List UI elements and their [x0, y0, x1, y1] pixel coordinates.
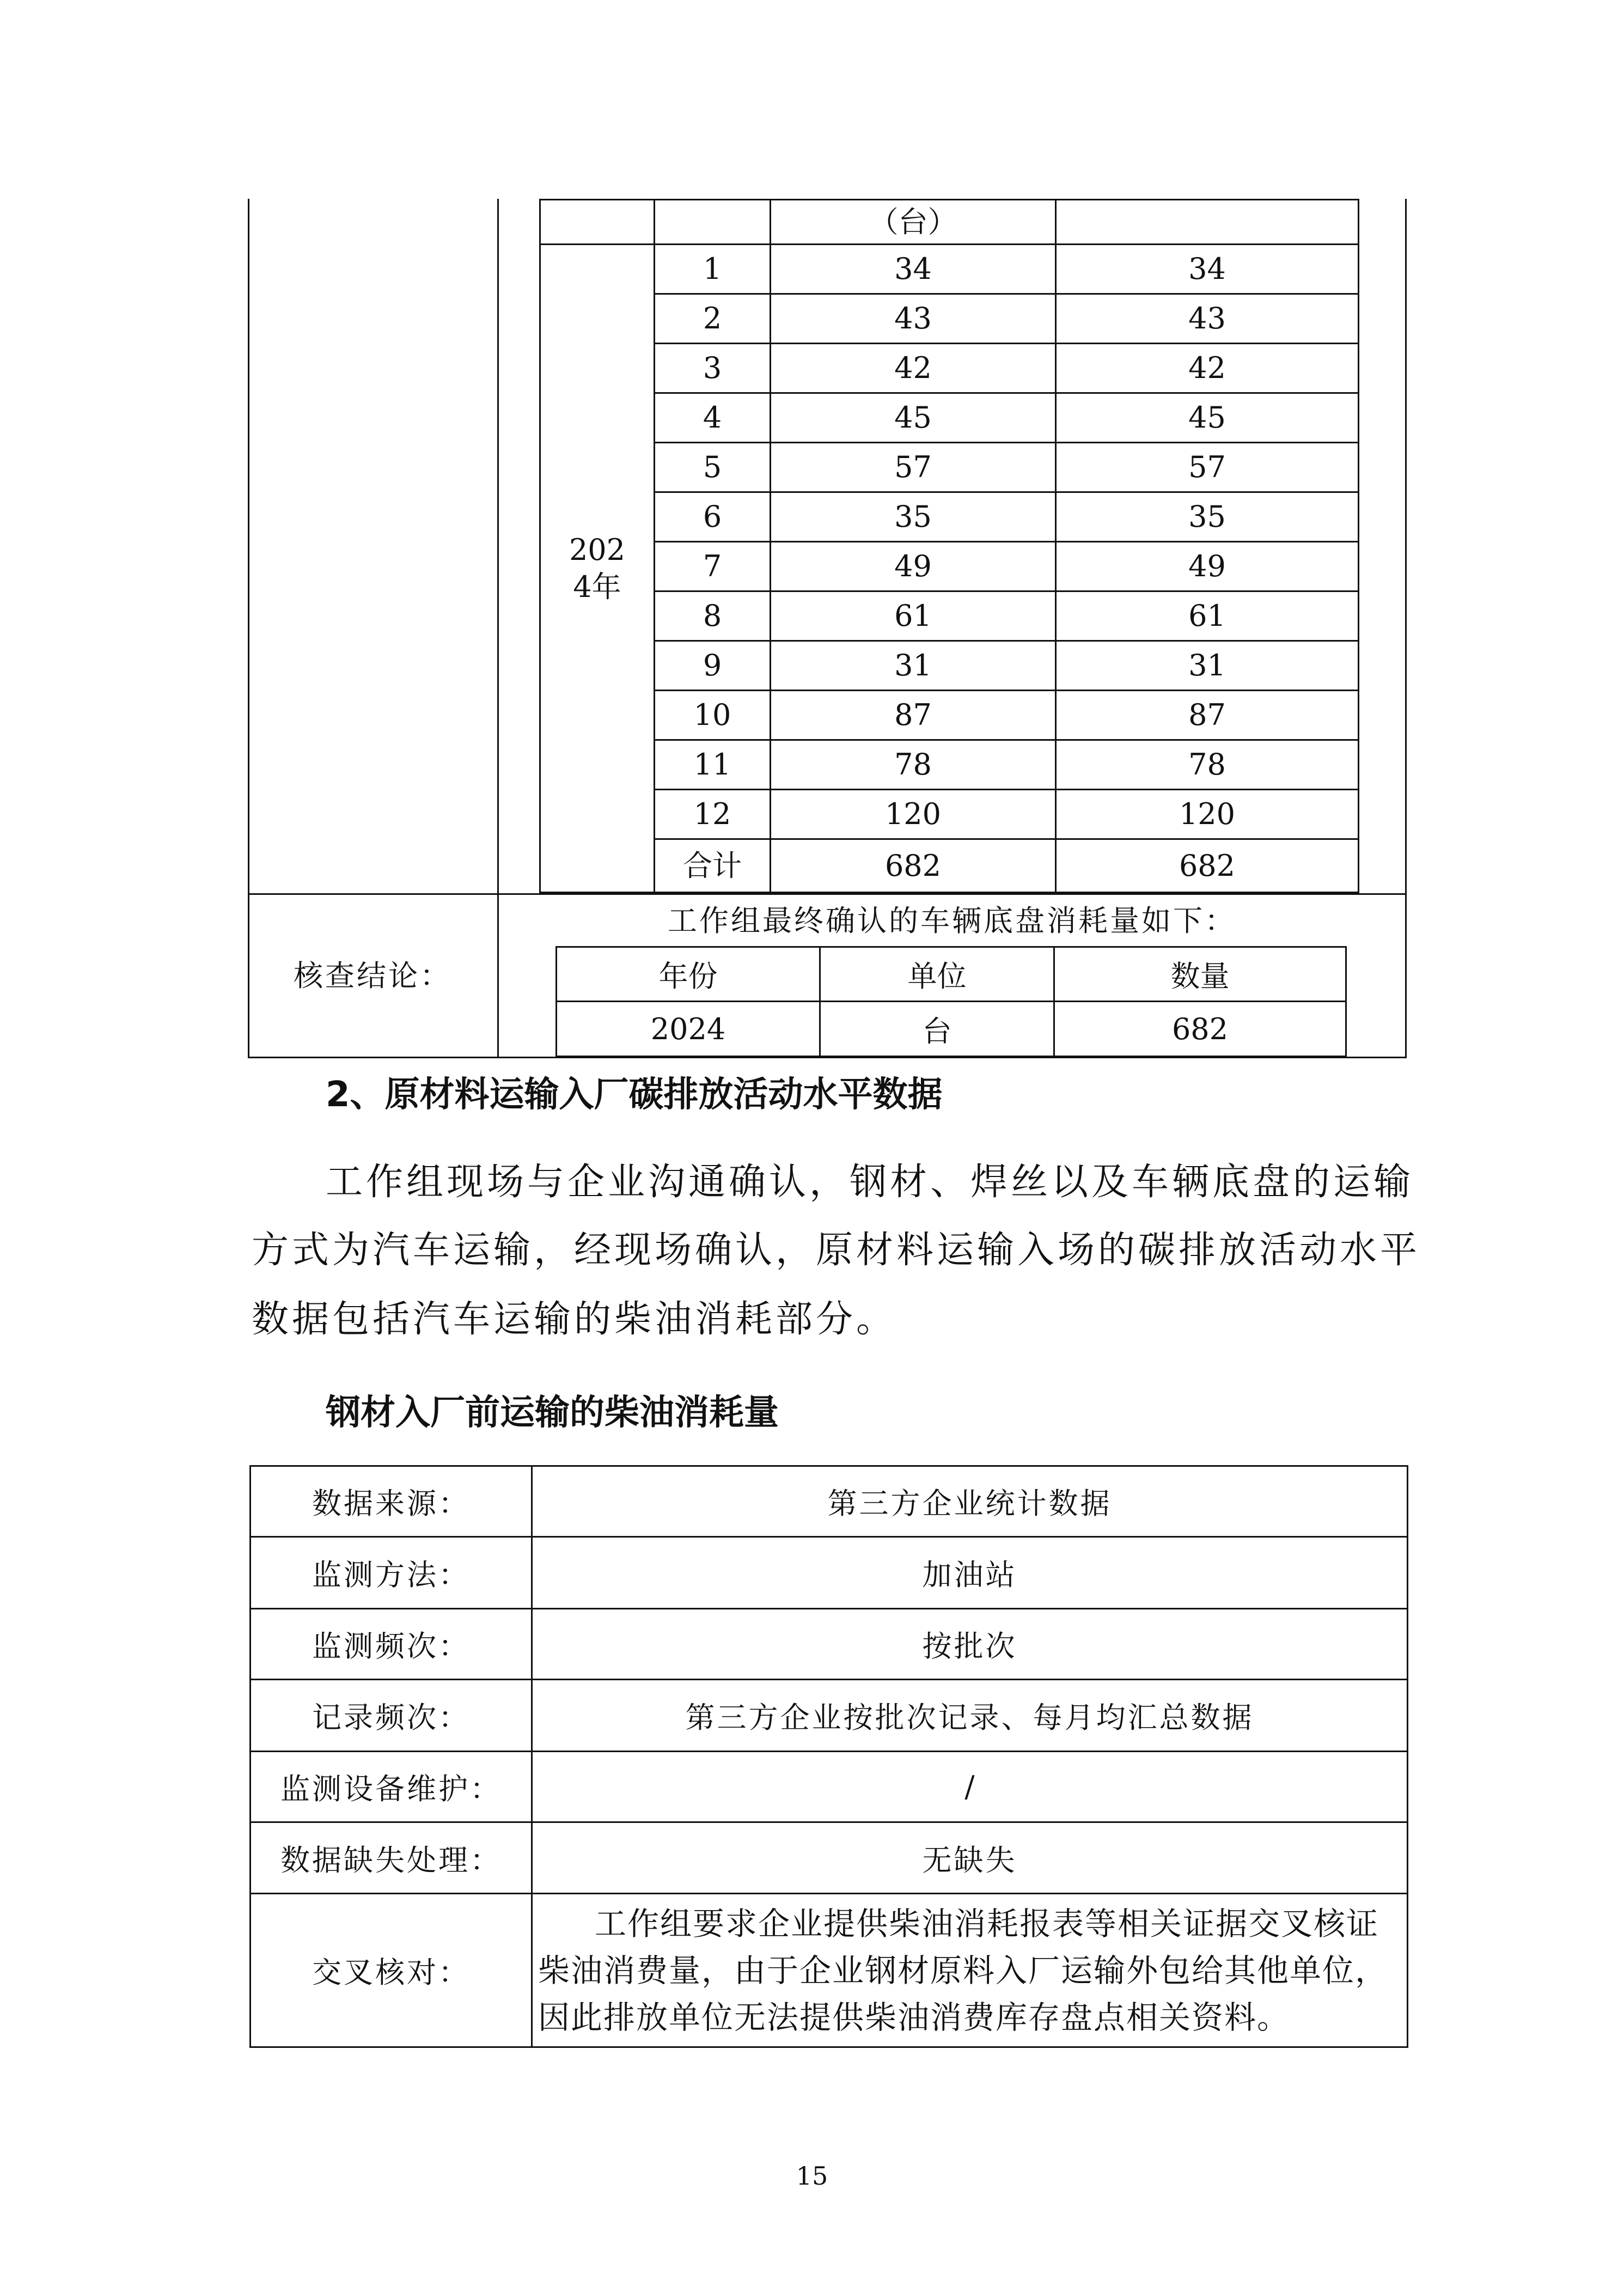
value-b-cell: 87 — [1057, 691, 1358, 741]
value-b-cell: 45 — [1057, 394, 1358, 443]
summary-value-year: 2024 — [557, 1002, 820, 1057]
cross-check-line-2: 柴油消费量，由于企业钢材原料入厂运输外包给其他单位， — [538, 1952, 1388, 1989]
year-cell: 2024年 — [541, 245, 655, 893]
value-a-cell: 35 — [771, 493, 1057, 542]
total-a-cell: 682 — [771, 840, 1057, 893]
summary-header-unit: 单位 — [820, 947, 1054, 1002]
nested-header-cell-empty — [655, 199, 771, 245]
value-a-cell: 57 — [771, 443, 1057, 493]
value-a-cell: 120 — [771, 790, 1057, 840]
month-cell: 9 — [655, 642, 771, 691]
value-a-cell: 34 — [771, 245, 1057, 295]
month-cell: 6 — [655, 493, 771, 542]
page-number: 15 — [796, 2161, 828, 2191]
row-value-data-source: 第三方企业统计数据 — [532, 1466, 1408, 1537]
value-b-cell: 61 — [1057, 592, 1358, 642]
month-cell: 2 — [655, 295, 771, 344]
row-label-equipment-maintenance: 监测设备维护： — [251, 1752, 532, 1822]
month-cell: 3 — [655, 344, 771, 394]
value-b-cell: 57 — [1057, 443, 1358, 493]
row-value-missing-data: 无缺失 — [532, 1822, 1408, 1894]
month-cell: 1 — [655, 245, 771, 295]
cross-check-line-1: 工作组要求企业提供柴油消耗报表等相关证据交叉核证 — [595, 1905, 1379, 1942]
value-a-cell: 49 — [771, 542, 1057, 592]
table1-inner-right-line — [1358, 199, 1359, 893]
value-b-cell: 49 — [1057, 542, 1358, 592]
cross-check-line-3: 因此排放单位无法提供柴油消费库存盘点相关资料。 — [538, 1998, 1290, 2036]
month-cell: 11 — [655, 741, 771, 790]
value-a-cell: 45 — [771, 394, 1057, 443]
month-cell: 12 — [655, 790, 771, 840]
value-b-cell: 34 — [1057, 245, 1358, 295]
row-value-monitoring-method: 加油站 — [532, 1537, 1408, 1609]
row-label-data-source: 数据来源： — [251, 1466, 532, 1537]
value-b-cell: 78 — [1057, 741, 1358, 790]
paragraph-line-1: 工作组现场与企业沟通确认，钢材、焊丝以及车辆底盘的运输 — [326, 1161, 1414, 1204]
row-label-recording-frequency: 记录频次： — [251, 1680, 532, 1752]
total-b-cell: 682 — [1057, 840, 1358, 893]
value-a-cell: 78 — [771, 741, 1057, 790]
subheading: 钢材入厂前运输的柴油消耗量 — [326, 1393, 779, 1433]
value-a-cell: 43 — [771, 295, 1057, 344]
month-cell: 7 — [655, 542, 771, 592]
nested-header-cell-empty — [1057, 199, 1358, 245]
summary-value-quantity: 682 — [1054, 1002, 1346, 1057]
table2 — [249, 1465, 1408, 2048]
row-label-cross-check: 交叉核对： — [251, 1894, 532, 2047]
month-rows — [655, 245, 1358, 893]
row-label-missing-data: 数据缺失处理： — [251, 1822, 532, 1894]
total-label-cell: 合计 — [655, 840, 771, 893]
conclusion-text: 工作组最终确认的车辆底盘消耗量如下： — [668, 904, 1236, 938]
paragraph-line-2: 方式为汽车运输，经现场确认，原材料运输入场的碳排放活动水平 — [252, 1229, 1421, 1272]
paragraph-line-3: 数据包括汽车运输的柴油消耗部分。 — [252, 1298, 897, 1341]
row-label-monitoring-method: 监测方法： — [251, 1537, 532, 1609]
nested-data-table — [541, 199, 1358, 893]
summary-header-quantity: 数量 — [1054, 947, 1346, 1002]
row-label-monitoring-frequency: 监测频次： — [251, 1609, 532, 1680]
summary-header-year: 年份 — [557, 947, 820, 1002]
section-heading: 2、原材料运输入厂碳排放活动水平数据 — [326, 1075, 943, 1115]
summary-table — [555, 946, 1347, 1057]
conclusion-label: 核查结论： — [294, 958, 451, 993]
value-b-cell: 120 — [1057, 790, 1358, 840]
row-value-recording-frequency: 第三方企业按批次记录、每月均汇总数据 — [532, 1680, 1408, 1752]
value-a-cell: 61 — [771, 592, 1057, 642]
month-cell: 4 — [655, 394, 771, 443]
month-cell: 10 — [655, 691, 771, 741]
value-b-cell: 31 — [1057, 642, 1358, 691]
row-value-equipment-maintenance: / — [532, 1752, 1408, 1822]
value-a-cell: 31 — [771, 642, 1057, 691]
value-b-cell: 43 — [1057, 295, 1358, 344]
unit-continuation: （台） — [771, 199, 1057, 245]
value-a-cell: 42 — [771, 344, 1057, 394]
month-cell: 5 — [655, 443, 771, 493]
row-value-cross-check — [532, 1894, 1408, 2047]
summary-value-unit: 台 — [820, 1002, 1054, 1057]
value-a-cell: 87 — [771, 691, 1057, 741]
row-value-monitoring-frequency: 按批次 — [532, 1609, 1408, 1680]
nested-header-cell-empty — [541, 199, 655, 245]
value-b-cell: 35 — [1057, 493, 1358, 542]
month-cell: 8 — [655, 592, 771, 642]
value-b-cell: 42 — [1057, 344, 1358, 394]
